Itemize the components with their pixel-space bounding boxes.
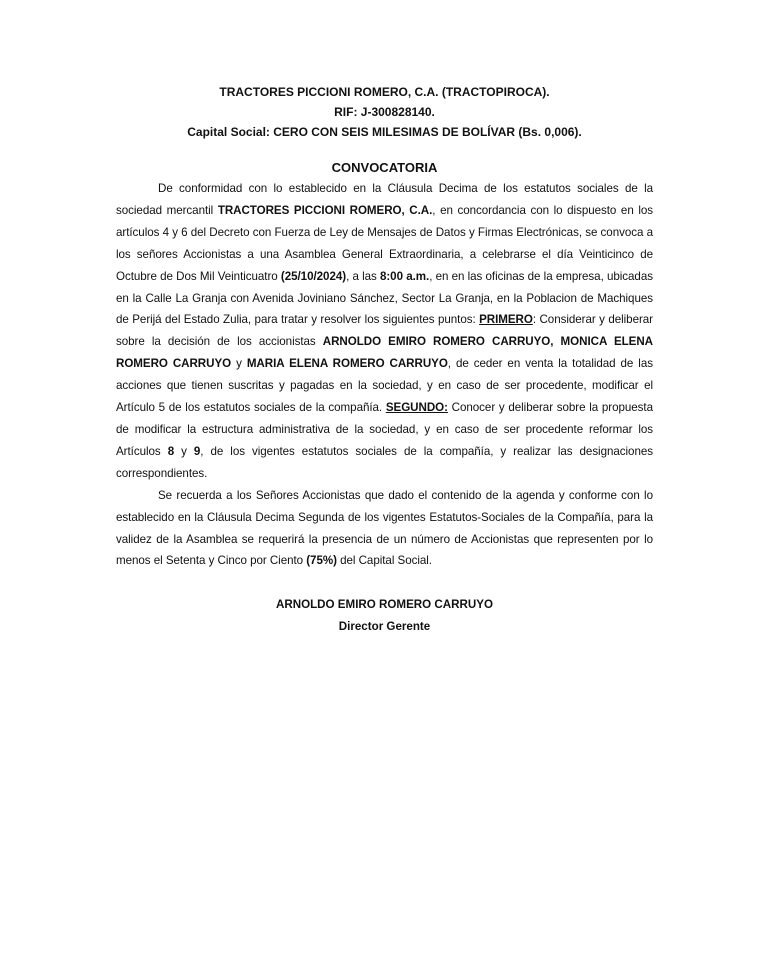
text-run: Conocer y deliberar sobre la propuesta de modificar la estructura administrativa de la sociedad, y en caso de ser procedente reformar los Artículos [116, 401, 653, 458]
paragraph-quorum [116, 485, 653, 573]
document-title: CONVOCATORIA [331, 160, 438, 175]
text-run: , de ceder en venta la totalidad de las acciones que tienen suscritas y pagadas en la sociedad, y en caso de ser procedente, modificar el Artículo 5 de los estatutos sociales de la compañía. [116, 357, 653, 415]
capital-label: Capital Social: [187, 125, 270, 139]
capital-value: CERO CON SEIS MILESIMAS DE BOLÍVAR (Bs. 0,006). [273, 125, 582, 139]
article-bold: 8 [167, 444, 175, 458]
capital-social [116, 122, 653, 142]
shareholders-bold: ARNOLDO EMIRO ROMERO CARRUYO, MONICA ELENA ROMERO CARRUYO [116, 335, 653, 371]
item-primero: PRIMERO [479, 313, 533, 327]
text-run: , a las [346, 269, 380, 283]
percentage-bold: (75%) [306, 554, 337, 568]
text-run: y [231, 357, 247, 371]
article-bold: 9 [193, 444, 201, 458]
time-bold: 8:00 a.m. [379, 269, 430, 283]
text-run: , en en las oficinas de la empresa, ubicadas en la Calle La Granja con Avenida Joviniano Sánchez, Sector La Granja, en la Poblacion de Machiques de Perijá del Estado Zulia, para tratar y resolver los siguientes puntos: [116, 269, 653, 327]
text-run: Se recuerda a los Señores Accionistas que dado el contenido de la agenda y conforme con lo establecido en la Cláusula Decima Segunda de los vigentes Estatutos-Sociales de la Compañía, para la validez de la Asamblea se requerirá la presencia de un número de Accionistas que representen por lo menos el Setenta y Cinco por Ciento [116, 488, 653, 568]
shareholder-bold: MARIA ELENA ROMERO CARRUYO [246, 357, 448, 371]
company-name: TRACTORES PICCIONI ROMERO, C.A. (TRACTOPIROCA). [219, 85, 550, 99]
rif-number: RIF: J-300828140. [334, 105, 435, 119]
document-header [116, 82, 653, 142]
signature-block [116, 594, 653, 638]
text-run: del Capital Social. [336, 554, 432, 568]
text-run: De conformidad con lo establecido en la Cláusula Decima de los estatutos sociales de la sociedad mercantil [116, 182, 653, 217]
signatory-name: ARNOLDO EMIRO ROMERO CARRUYO [275, 598, 494, 612]
date-bold: (25/10/2024) [280, 269, 347, 283]
signatory-role: Director Gerente [338, 620, 431, 634]
text-run: , en concordancia con lo dispuesto en los artículos 4 y 6 del Decreto con Fuerza de Ley de Mensajes de Datos y Firmas Electrónicas, se convoca a los señores Accionistas a una Asamblea General Extraordinaria, a celebrarse el día Veinticinco de Octubre de Dos Mil Veinticuatro [116, 203, 654, 283]
text-run: , de los vigentes estatutos sociales de la compañía, y realizar las designaciones correspondientes. [116, 444, 653, 480]
text-run: : Considerar y deliberar sobre la decisión de los accionistas [116, 313, 653, 349]
paragraph-convocation [116, 178, 653, 485]
text-run: y [174, 444, 194, 458]
company-bold: TRACTORES PICCIONI ROMERO, C.A. [217, 203, 433, 217]
item-segundo: SEGUNDO: [385, 401, 448, 415]
